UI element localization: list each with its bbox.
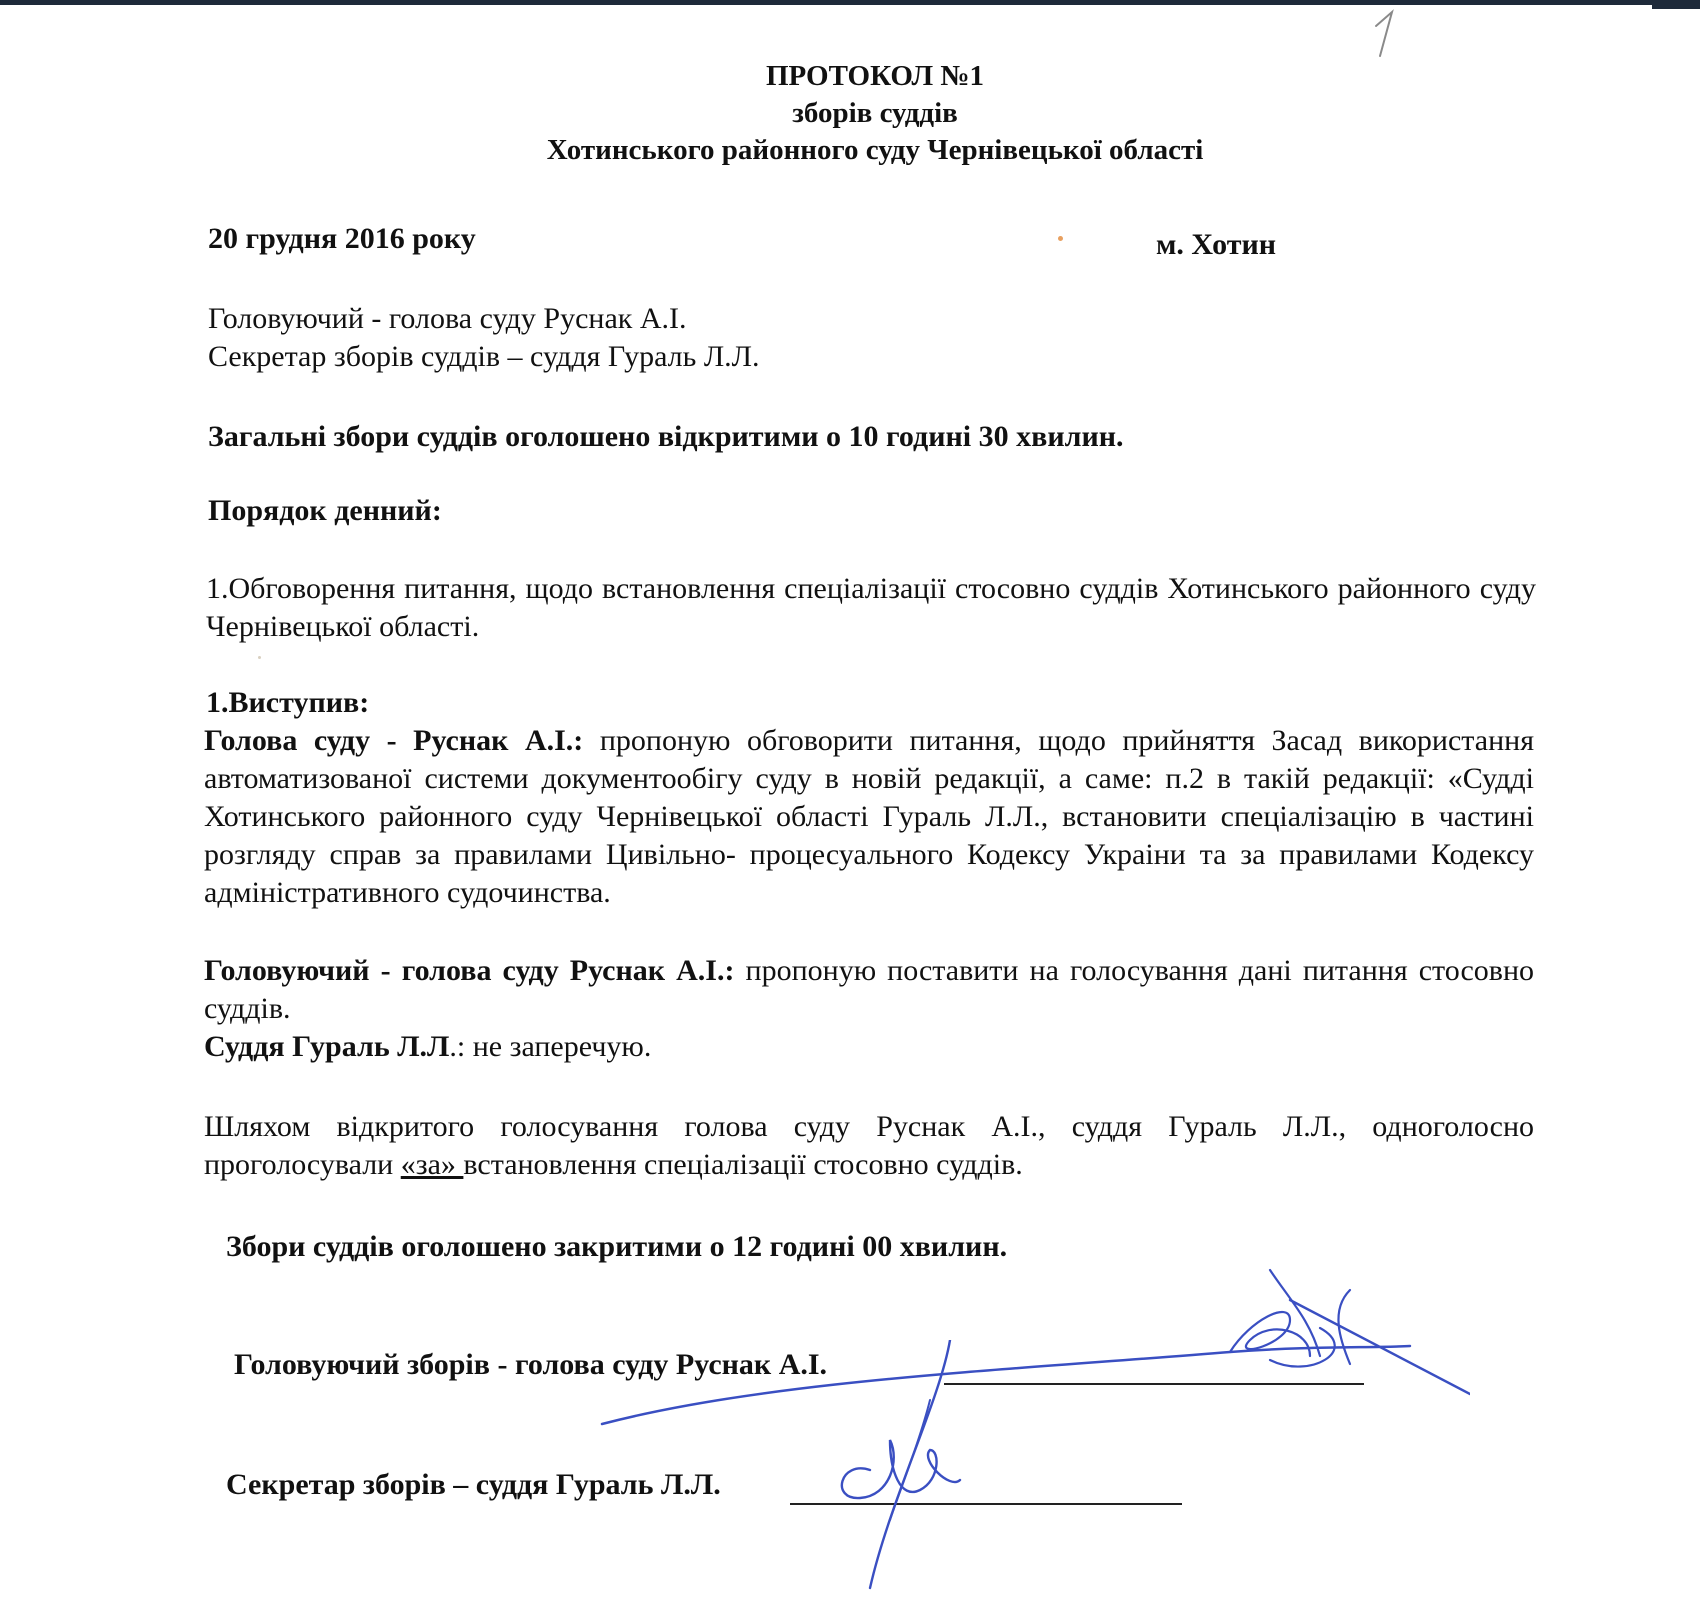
scan-top-border xyxy=(0,0,1700,5)
agenda-item: 1.Обговорення питання, щодо встановлення спеціалізації стосовно суддів Хотинського районного суду Чернівецької області. xyxy=(206,572,1536,643)
proposal-paragraph xyxy=(204,952,1534,1028)
presiding-signature-label: Головуючий зборів - голова суду Руснак А.І. xyxy=(234,1348,828,1381)
vote-text: Шляхом відкритого голосування голова суду Руснак А.І., суддя Гураль Л.Л., одноголосно проголосували xyxy=(204,1110,1534,1181)
opening-statement: Загальні збори суддів оголошено відкритими о 10 годині 30 хвилин. xyxy=(208,420,1124,453)
secretary-signature-label: Секретар зборів – суддя Гураль Л.Л. xyxy=(226,1468,721,1501)
scan-speck xyxy=(258,656,261,659)
vote-paragraph xyxy=(204,1108,1534,1184)
speech-paragraph xyxy=(204,722,1534,912)
scan-speck xyxy=(1058,236,1063,241)
vote-text-end: встановлення спеціалізації стосовно суддів. xyxy=(463,1148,1023,1181)
proposal-text: пропоную поставити на голосування дані питання стосовно суддів. xyxy=(204,954,1535,1025)
speaker-name: Суддя Гураль Л.Л xyxy=(204,1030,450,1063)
meeting-place: м. Хотин xyxy=(1156,228,1277,261)
agenda-heading: Порядок денний: xyxy=(208,494,442,527)
speech-heading: 1.Виступив: xyxy=(206,686,370,719)
presiding-line: Головуючий - голова суду Руснак А.І. xyxy=(208,302,687,335)
speaker-name: Головуючий - голова суду Руснак А.І.: xyxy=(204,954,735,987)
court-name: Хотинського районного суду Чернівецької області xyxy=(546,134,1204,166)
speech-text: пропоную обговорити питання, щодо прийняття Засад використання автоматизованої системи документообігу суду в новій редакції, а саме: п.2 в такій редакції: «Судді Хотинського районного суду Чернівецької області Гураль Л.Л., встановити спеціалізацію в частині розгляду справ за правилами Цивільно- процесуального Кодексу Украіни та за правилами Кодексу адміністративного судочинства. xyxy=(204,724,1535,909)
closing-statement: Збори суддів оголошено закритими о 12 годині 00 хвилин. xyxy=(226,1230,1008,1263)
document-header xyxy=(0,58,1700,169)
secretary-line: Секретар зборів суддів – суддя Гураль Л.Л. xyxy=(208,340,760,373)
reply-line xyxy=(204,1028,651,1066)
document-title: ПРОТОКОЛ №1 xyxy=(765,60,985,92)
vote-za: «за» xyxy=(400,1148,464,1181)
presiding-signature xyxy=(590,1260,1470,1440)
scan-top-corner xyxy=(1652,0,1700,9)
handwritten-page-number xyxy=(1366,4,1406,64)
reply-text: .: не заперечую. xyxy=(449,1030,652,1063)
secretary-signature xyxy=(830,1340,1000,1590)
speaker-name: Голова суду - Руснак А.І.: xyxy=(204,724,584,757)
meeting-date: 20 грудня 2016 року xyxy=(208,222,476,255)
document-subtitle: зборів суддів xyxy=(792,97,958,129)
